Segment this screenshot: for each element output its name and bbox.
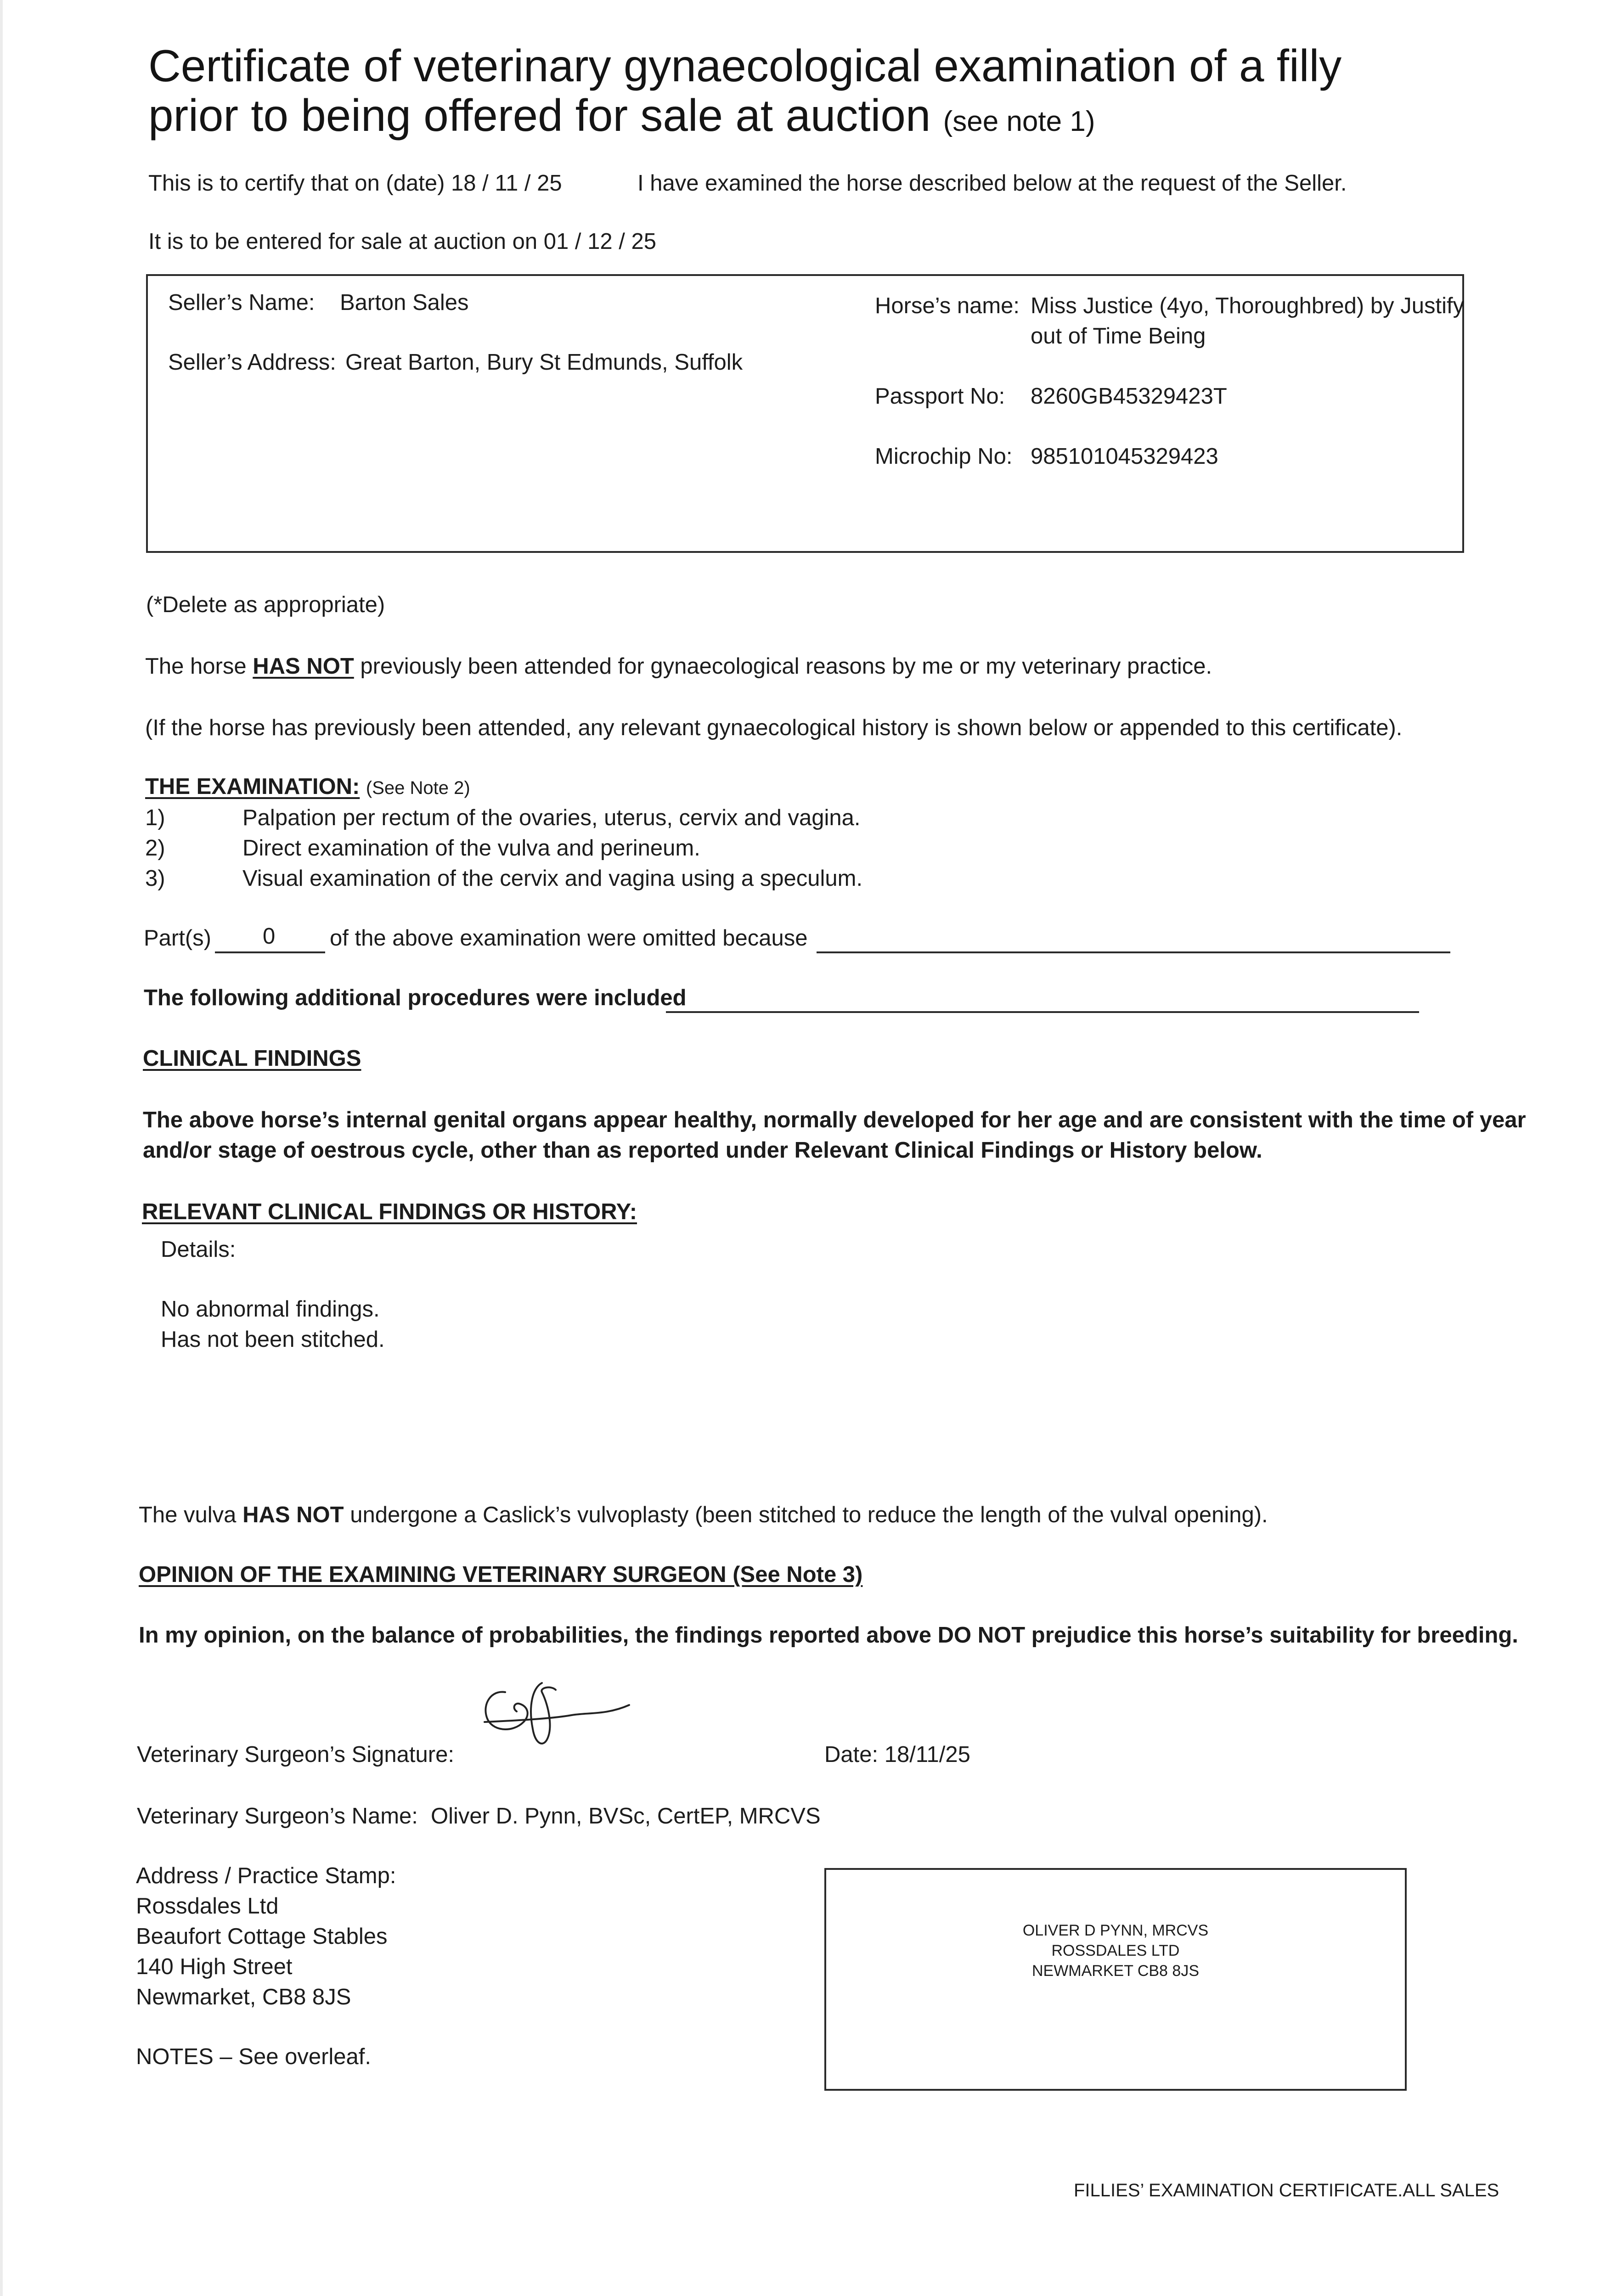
- certificate-title-line2: [148, 91, 1095, 141]
- horse-name-label: Horse’s name:: [875, 293, 1020, 318]
- surgeon-name-label: Veterinary Surgeon’s Name:: [137, 1804, 418, 1829]
- additional-procedures-line: [666, 1011, 1419, 1013]
- microchip-number: 985101045329423: [1031, 444, 1218, 469]
- seller-name: Barton Sales: [340, 290, 469, 315]
- address-line3: 140 High Street: [136, 1954, 293, 1979]
- vulva-prefix: The vulva: [139, 1503, 237, 1527]
- exam-item-2-text: Direct examination of the vulva and perineum.: [242, 836, 700, 861]
- attended-prefix: The horse: [145, 654, 247, 679]
- notes-reference: NOTES – See overleaf.: [136, 2044, 372, 2069]
- vulva-statement: [139, 1502, 1268, 1529]
- exam-item-1-text: Palpation per rectum of the ovaries, uterus, cervix and vagina.: [242, 805, 861, 830]
- additional-procedures-label: The following additional procedures were included: [144, 985, 687, 1010]
- vulva-emphasis: HAS NOT: [242, 1503, 344, 1527]
- clinical-findings-heading: CLINICAL FINDINGS: [143, 1046, 361, 1071]
- opinion-text: In my opinion, on the balance of probabilities, the findings reported above DO NOT prejudice this horse’s suitability for breeding.: [139, 1623, 1518, 1648]
- certify-suffix: I have examined the horse described below at the request of the Seller.: [637, 171, 1347, 196]
- certify-statement: [148, 170, 562, 197]
- signature-date: Date: 18/11/25: [824, 1742, 970, 1767]
- opinion-heading: OPINION OF THE EXAMINING VETERINARY SURGEON (See Note 3): [139, 1562, 863, 1587]
- surgeon-name: Oliver D. Pynn, BVSc, CertEP, MRCVS: [431, 1804, 821, 1829]
- scan-edge: [0, 0, 3, 2296]
- address-line1: Rossdales Ltd: [136, 1894, 279, 1919]
- certificate-title-line1: Certificate of veterinary gynaecological examination of a filly: [148, 40, 1342, 91]
- stamp-line2: ROSSDALES LTD: [1051, 1942, 1180, 1960]
- title-line2-text: prior to being offered for sale at auction: [148, 90, 931, 141]
- clinical-findings-line1: The above horse’s internal genital organs appear healthy, normally developed for her age and are consistent with the time of year: [143, 1108, 1526, 1132]
- footer-form-name: FILLIES’ EXAMINATION CERTIFICATE.ALL SALES: [1074, 2180, 1499, 2200]
- address-line2: Beaufort Cottage Stables: [136, 1924, 388, 1949]
- omitted-prefix: Part(s): [144, 926, 211, 951]
- examination-heading-note: (See Note 2): [366, 778, 470, 798]
- practice-stamp: [824, 1920, 1407, 1981]
- address-line4: Newmarket, CB8 8JS: [136, 1985, 351, 2009]
- horse-name-line1: Miss Justice (4yo, Thoroughbred) by Justify: [1031, 293, 1465, 318]
- address-label: Address / Practice Stamp:: [136, 1863, 396, 1888]
- omitted-parts-value: 0: [263, 924, 276, 949]
- passport-number: 8260GB45329423T: [1031, 384, 1227, 409]
- sale-prefix: It is to be entered for sale at auction on: [148, 229, 538, 254]
- details-label: Details:: [161, 1237, 236, 1262]
- omitted-reason-line: [817, 951, 1450, 953]
- title-note: (see note 1): [943, 106, 1095, 137]
- attended-statement: [145, 653, 1212, 680]
- omitted-suffix: of the above examination were omitted because: [330, 926, 808, 951]
- horse-name-line2: out of Time Being: [1031, 324, 1206, 349]
- examination-heading: [145, 773, 470, 800]
- handwritten-signature: [473, 1678, 638, 1761]
- passport-label: Passport No:: [875, 384, 1005, 409]
- attended-suffix: previously been attended for gynaecological reasons by me or my veterinary practice.: [360, 654, 1212, 679]
- sale-statement: [148, 228, 656, 255]
- clinical-findings-line2: and/or stage of oestrous cycle, other than as reported under Relevant Clinical Findings or History below.: [143, 1138, 1262, 1163]
- exam-item-1-num: 1): [145, 805, 165, 830]
- sale-date: 01 / 12 / 25: [543, 229, 656, 254]
- certify-prefix: This is to certify that on (date): [148, 171, 445, 196]
- stamp-line1: OLIVER D PYNN, MRCVS: [1022, 1922, 1209, 1939]
- exam-item-3-text: Visual examination of the cervix and vagina using a speculum.: [242, 866, 863, 891]
- signature-label: Veterinary Surgeon’s Signature:: [137, 1742, 454, 1767]
- examination-date: 18 / 11 / 25: [451, 171, 562, 196]
- omitted-parts-line: [215, 951, 325, 953]
- exam-item-2-num: 2): [145, 836, 165, 861]
- examination-heading-text: THE EXAMINATION:: [145, 774, 360, 799]
- seller-name-label: Seller’s Name:: [168, 290, 315, 315]
- vulva-suffix: undergone a Caslick’s vulvoplasty (been stitched to reduce the length of the vulval opening).: [350, 1503, 1268, 1527]
- finding-1: No abnormal findings.: [161, 1297, 380, 1322]
- seller-address-label: Seller’s Address:: [168, 350, 336, 375]
- delete-note: (*Delete as appropriate): [146, 592, 385, 617]
- relevant-findings-heading: RELEVANT CLINICAL FINDINGS OR HISTORY:: [142, 1199, 637, 1224]
- stamp-line3: NEWMARKET CB8 8JS: [1031, 1962, 1199, 1980]
- attended-emphasis: HAS NOT: [253, 654, 354, 679]
- exam-item-3-num: 3): [145, 866, 165, 891]
- history-note: (If the horse has previously been attended, any relevant gynaecological history is shown below or appended to this certificate).: [145, 715, 1403, 740]
- seller-address: Great Barton, Bury St Edmunds, Suffolk: [345, 350, 743, 375]
- microchip-label: Microchip No:: [875, 444, 1013, 469]
- finding-2: Has not been stitched.: [161, 1327, 385, 1352]
